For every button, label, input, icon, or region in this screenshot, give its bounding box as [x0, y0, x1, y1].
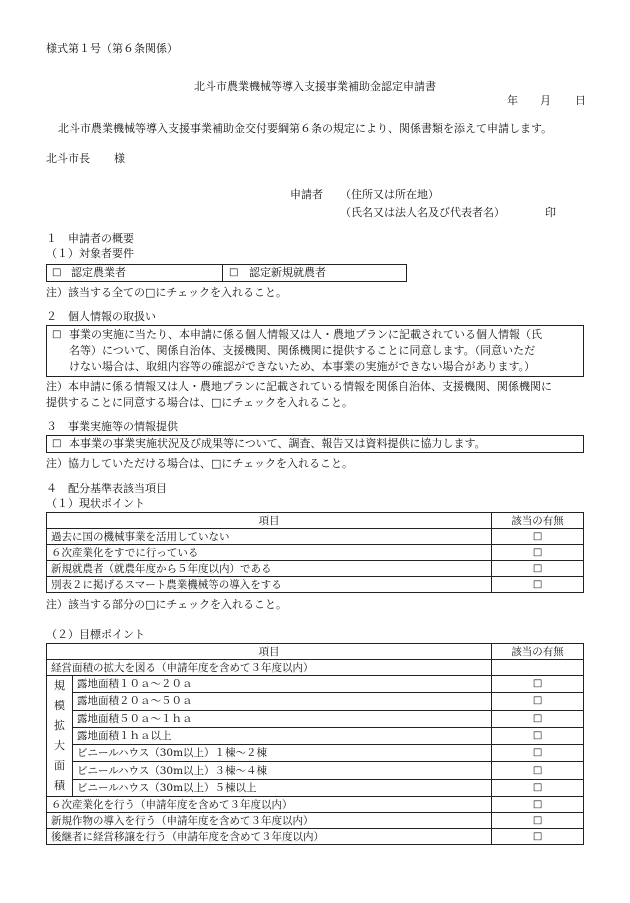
- table-row: [47, 762, 584, 779]
- item-label: 露地面積２０ａ～５０ａ: [72, 693, 491, 710]
- current-points-table: [46, 512, 584, 593]
- section4-note: 注）該当する部分の□にチェックを入れること。: [46, 598, 288, 611]
- section4-subheading-goal: （２）目標ポイント: [46, 628, 145, 641]
- checkbox-icon[interactable]: □: [492, 813, 584, 829]
- checkbox-icon[interactable]: □: [492, 745, 584, 762]
- eligibility-box: [46, 264, 407, 282]
- checkbox-icon[interactable]: □: [52, 438, 62, 449]
- item-label: ビニールハウス（30m以上）３棟～４棟: [72, 762, 491, 779]
- checkbox-icon[interactable]: □: [52, 267, 62, 278]
- column-header-item: 項目: [47, 513, 492, 529]
- section2-note: 注）本申請に係る情報又は人・農地プランに記載されている情報を関係自治体、支援機関、関係機関に: [46, 380, 552, 393]
- checkbox-icon[interactable]: □: [492, 762, 584, 779]
- table-row: [47, 676, 584, 693]
- checkbox-icon[interactable]: □: [492, 577, 584, 593]
- form-number: 様式第１号（第６条関係）: [46, 42, 178, 55]
- item-label: ６次産業化を行う（申請年度を含めて３年度以内）: [47, 797, 492, 813]
- section4-heading: ４ 配分基準表該当項目: [46, 482, 167, 495]
- expansion-header: 経営面積の拡大を図る（申請年度を含めて３年度以内）: [47, 660, 492, 676]
- column-header-applicable: 該当の有無: [492, 644, 584, 660]
- consent-box: [46, 325, 584, 377]
- addressee-name: 北斗市長: [46, 152, 90, 165]
- applicant-address[interactable]: （住所又は所在地）: [340, 188, 439, 201]
- section1-note: 注）該当する全ての□にチェックを入れること。: [46, 286, 288, 299]
- scale-expansion-label: 規 模 拡 大 面 積: [47, 676, 73, 797]
- checkbox-icon[interactable]: □: [492, 676, 584, 693]
- section3-heading: ３ 事業実施等の情報提供: [46, 420, 178, 433]
- table-row: [47, 529, 584, 545]
- option-new-farmer: 認定新規就農者: [249, 266, 326, 279]
- date-day: 日: [575, 94, 586, 107]
- table-row: [47, 545, 584, 561]
- item-label: ビニールハウス（30m以上）５棟以上: [72, 779, 491, 796]
- section1-heading: １ 申請者の概要: [46, 232, 134, 245]
- applicant-label: 申請者: [290, 188, 323, 201]
- column-header-item: 項目: [47, 644, 492, 660]
- table-row: [47, 660, 584, 676]
- checkbox-icon[interactable]: □: [492, 529, 584, 545]
- table-row: [47, 745, 584, 762]
- seal-mark: 印: [545, 206, 556, 219]
- item-label: ビニールハウス（30m以上）１棟～２棟: [72, 745, 491, 762]
- consent-line: 名等）について、関係自治体、支援機関、関係機関に提供することに同意します。（同意いただ: [69, 344, 536, 357]
- item-label: 新規作物の導入を行う（申請年度を含めて３年度以内）: [47, 813, 492, 829]
- goal-points-table: [46, 643, 584, 845]
- checkbox-icon[interactable]: □: [492, 797, 584, 813]
- table-row: [47, 813, 584, 829]
- table-header-row: [47, 644, 584, 660]
- item-label: ６次産業化をすでに行っている: [47, 545, 492, 561]
- checkbox-icon[interactable]: □: [229, 267, 239, 278]
- item-label: 別表２に掲げるスマート農業機械等の導入をする: [47, 577, 492, 593]
- column-header-applicable: 該当の有無: [492, 513, 584, 529]
- document-title: 北斗市農業機械等導入支援事業補助金認定申請書: [194, 80, 436, 93]
- item-label: 後継者に経営移譲を行う（申請年度を含めて３年度以内）: [47, 829, 492, 845]
- section3-note: 注）協力していただける場合は、□にチェックを入れること。: [46, 457, 354, 470]
- table-row: [47, 561, 584, 577]
- table-row: [47, 779, 584, 796]
- checkbox-icon[interactable]: □: [492, 561, 584, 577]
- item-label: 露地面積５０ａ～１ｈａ: [72, 710, 491, 727]
- table-row: [47, 797, 584, 813]
- option-certified-farmer: 認定農業者: [71, 266, 126, 279]
- cooperation-box: [46, 435, 584, 453]
- item-label: 新規就農者（就農年度から５年度以内）である: [47, 561, 492, 577]
- date-year: 年: [507, 94, 518, 107]
- consent-line: 事業の実施に当たり、本申請に係る個人情報又は人・農地プランに記載されている個人情報（氏: [69, 328, 542, 341]
- item-label: 露地面積１０ａ～２０ａ: [72, 676, 491, 693]
- checkbox-icon[interactable]: □: [492, 545, 584, 561]
- table-row: [47, 710, 584, 727]
- section4-subheading-current: （１）現状ポイント: [46, 497, 145, 510]
- consent-line: けない場合は、取組内容等の確認ができないため、本事業の実施ができない場合があります。）: [69, 360, 536, 373]
- table-row: [47, 577, 584, 593]
- checkbox-icon[interactable]: □: [52, 329, 62, 340]
- item-label: 露地面積１ｈａ以上: [72, 727, 491, 744]
- intro-text: 北斗市農業機械等導入支援事業補助金交付要綱第６条の規定により、関係書類を添えて申請します。: [58, 122, 553, 135]
- section2-note: 提供することに同意する場合は、□にチェックを入れること。: [46, 396, 354, 409]
- checkbox-icon[interactable]: □: [492, 710, 584, 727]
- checkbox-icon[interactable]: □: [492, 779, 584, 796]
- checkbox-icon[interactable]: □: [492, 727, 584, 744]
- table-header-row: [47, 513, 584, 529]
- date-month: 月: [540, 94, 551, 107]
- applicant-name[interactable]: （氏名又は法人名及び代表者名）: [340, 206, 505, 219]
- addressee-honorific: 様: [114, 152, 125, 165]
- checkbox-icon[interactable]: □: [492, 829, 584, 845]
- section2-heading: ２ 個人情報の取扱い: [46, 310, 156, 323]
- table-row: [47, 727, 584, 744]
- section1-subheading: （１）対象者要件: [46, 247, 134, 260]
- table-row: [47, 693, 584, 710]
- item-label: 過去に国の機械事業を活用していない: [47, 529, 492, 545]
- checkbox-icon[interactable]: □: [492, 693, 584, 710]
- cooperation-statement: 本事業の事業実施状況及び成果等について、調査、報告又は資料提供に協力します。: [69, 437, 486, 450]
- table-row: [47, 829, 584, 845]
